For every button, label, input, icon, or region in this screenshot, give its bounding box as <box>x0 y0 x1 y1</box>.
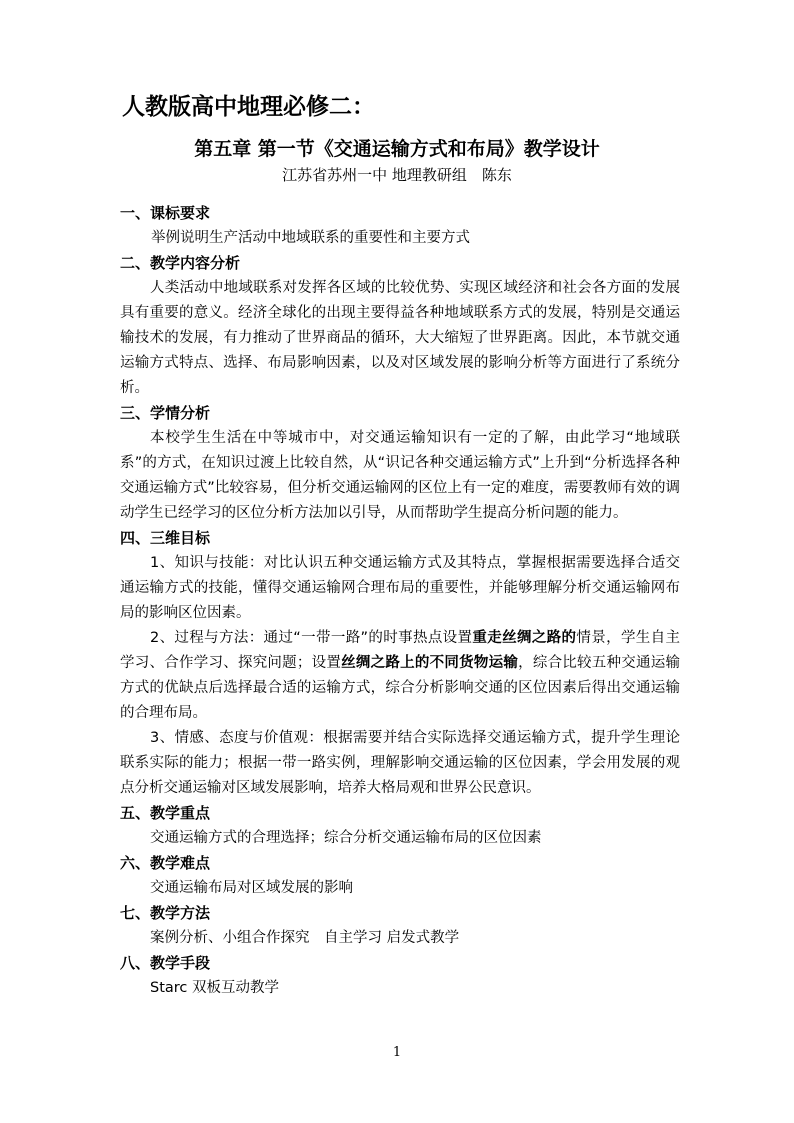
difficulties-text: 交通运输布局对区域发展的影响 <box>150 880 353 896</box>
content-analysis-text: 人类活动中地域联系对发挥各区域的比较优势、实现区域经济和社会各方面的发展具有重要的意义。经济全球化的出现主要得益各种地域联系方式的发展，特别是交通运输技术的发展，有力推动了世界商品的循环，大大缩短了世界距离。因此，本节就交通运输方式特点、选择、布局影响因素，以及对区域发展的影响分析等方面进行了系统分析。 <box>120 280 680 396</box>
objective-knowledge: 1、知识与技能：对比认识五种交通运输方式及其特点，掌握根据需要选择合适交通运输方式的技能，懂得交通运输网合理布局的重要性，并能够理解分析交通运输网布局的影响区位因素。 <box>120 555 680 621</box>
section-heading-content-analysis: 二、教学内容分析 <box>120 254 241 272</box>
objective-process-text-b: 情景，学生自主学习、合作学习、探究问题；设置 <box>120 630 681 671</box>
means-text: Starc 双板互动教学 <box>150 980 279 996</box>
lesson-title: 第五章 第一节《交通运输方式和布局》教学设计 <box>194 138 600 160</box>
methods-text: 案例分析、小组合作探究 自主学习 启发式教学 <box>150 930 460 946</box>
section-heading-objectives: 四、三维目标 <box>120 529 211 547</box>
objective-process-text-c: ，综合比较五种交通运输方式的优缺点后选择最合适的运输方式，综合分析影响交通的区位因素后得出交通运输的合理布局。 <box>120 655 681 721</box>
section-heading-key-points: 五、教学重点 <box>120 804 211 822</box>
section-heading-student-analysis: 三、学情分析 <box>120 404 211 422</box>
key-points-text: 交通运输方式的合理选择；综合分析交通运输布局的区位因素 <box>150 830 542 846</box>
document-body <box>120 201 680 1001</box>
objective-attitude: 3、情感、态度与价值观：根据需要并结合实际选择交通运输方式，提升学生理论联系实际的能力；根据一带一路实例，理解影响交通运输的区位因素，学会用发展的观点分析交通运输对区域发展影响，培养大格局观和世界公民意识。 <box>120 730 680 796</box>
section-heading-means: 八、教学手段 <box>120 954 211 972</box>
student-analysis-text: 本校学生生活在中等城市中，对交通运输知识有一定的了解，由此学习“地域联系”的方式，在知识过渡上比较自然，从“识记各种交通运输方式”上升到“分析选择各种交通运输方式”比较容易，但分析交通运输网的区位上有一定的难度，需要教师有效的调动学生已经学习的区位分析方法加以引导，从而帮助学生提高分析问题的能力。 <box>120 430 680 521</box>
section-heading-difficulties: 六、教学难点 <box>120 854 211 872</box>
author-line: 江苏省苏州一中 地理教研组 陈东 <box>282 166 512 184</box>
page-number: 1 <box>392 1045 402 1060</box>
section-heading-methods: 七、教学方法 <box>120 904 211 922</box>
objective-process-text-a: 2、过程与方法：通过“一带一路”的时事热点设置 <box>150 630 473 646</box>
section-heading-curriculum: 一、课标要求 <box>120 204 211 222</box>
objective-process <box>120 626 680 726</box>
cargo-emphasis: 丝绸之路上的不同货物运输 <box>341 655 519 671</box>
silk-road-emphasis: 重走丝绸之路的 <box>472 630 577 646</box>
main-title: 人教版高中地理必修二： <box>122 93 375 120</box>
curriculum-text: 举例说明生产活动中地域联系的重要性和主要方式 <box>151 230 470 246</box>
